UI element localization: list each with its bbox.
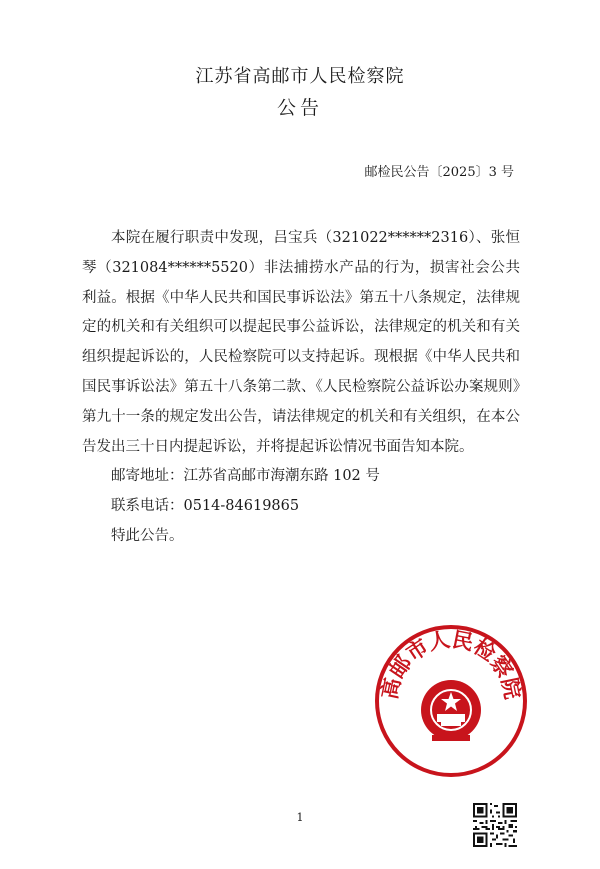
notice-body bbox=[82, 224, 520, 552]
contact-phone: 联系电话：0514-84619865 bbox=[111, 498, 300, 515]
page-number: 1 bbox=[296, 811, 304, 824]
official-seal bbox=[374, 624, 528, 778]
closing-statement: 特此公告。 bbox=[111, 527, 184, 544]
qr-code-icon bbox=[473, 803, 517, 847]
seal-text: 高邮市人民检察院 bbox=[377, 627, 525, 702]
national-emblem-icon bbox=[421, 680, 481, 741]
issuing-organization: 江苏省高邮市人民检察院 bbox=[195, 66, 405, 87]
main-paragraph: 本院在履行职责中发现，吕宝兵（321022******2316）、张恒琴（321084******5520）非法捕捞水产品的行为，损害社会公共利益。根据《中华人民共和国民事诉讼法》第五十八条规定，法律规定的机关和有关组织可以提起民事公益诉讼，法律规定的机关和有关组织提起诉讼的，人民检察院可以支持起诉。现根据《中华人民共和国民事诉讼法》第五十八条第二款、《人民检察院公益诉讼办案规则》第九十一条的规定发出公告，请法律规定的机关和有关组织，在本公告发出三十日内提起诉讼，并将提起诉讼情况书面告知本院。 bbox=[82, 230, 520, 455]
mailing-address: 邮寄地址：江苏省高邮市海潮东路 102 号 bbox=[111, 468, 380, 485]
document-number: 邮检民公告〔2025〕3 号 bbox=[364, 165, 514, 180]
document-title: 公告 bbox=[276, 97, 323, 119]
